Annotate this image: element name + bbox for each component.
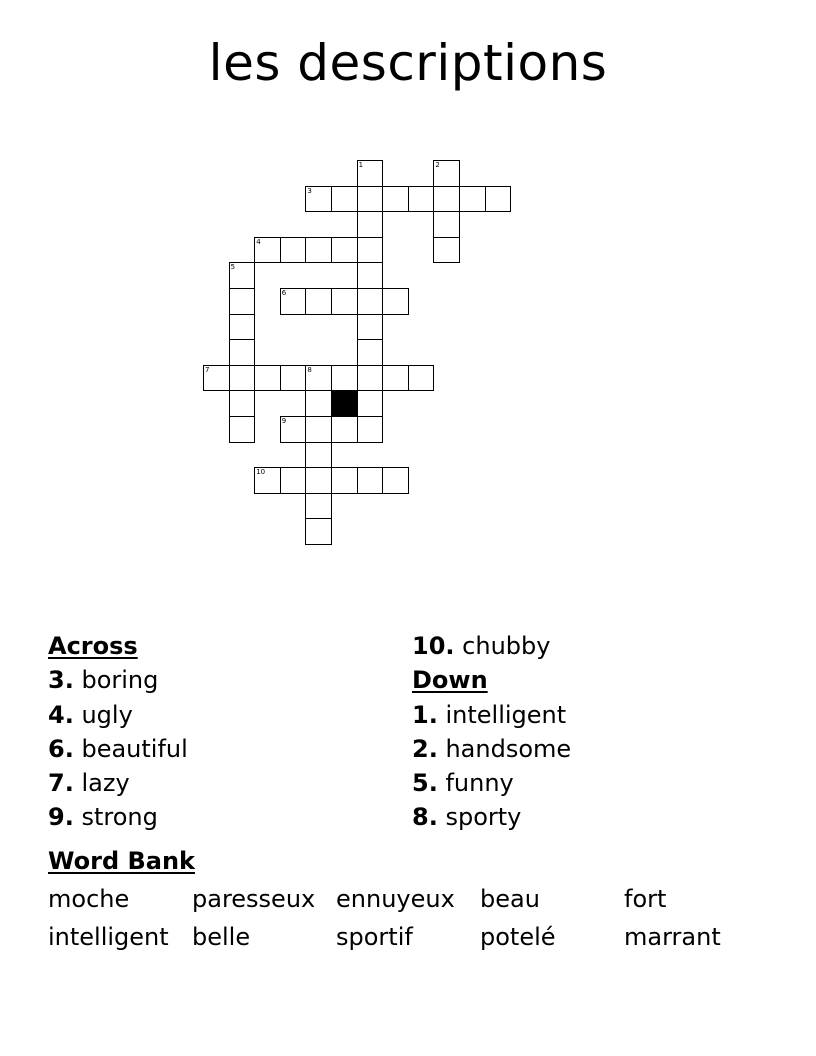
answer-cell[interactable] xyxy=(305,288,332,315)
across-clue-3: 3. boring xyxy=(48,666,159,695)
across-clue-7: 7. lazy xyxy=(48,769,130,798)
word-bank-item: ennuyeux xyxy=(336,885,455,913)
word-bank-item: paresseux xyxy=(192,885,316,913)
answer-cell[interactable] xyxy=(254,467,281,494)
clue-number: 10 xyxy=(256,468,266,477)
answer-cell[interactable] xyxy=(229,314,256,341)
clue-number: 8 xyxy=(307,365,312,374)
answer-cell[interactable] xyxy=(357,390,384,417)
clue-number: 9 xyxy=(281,417,287,425)
answer-cell[interactable] xyxy=(357,288,384,315)
down-clue-1: 1. intelligent xyxy=(412,700,567,729)
answer-cell[interactable] xyxy=(280,365,307,392)
answer-cell[interactable] xyxy=(254,237,281,264)
answer-cell[interactable] xyxy=(280,416,307,443)
answer-cell[interactable] xyxy=(331,365,358,392)
clues-right-column xyxy=(412,629,571,835)
answer-cell[interactable] xyxy=(254,365,281,392)
answer-cell[interactable] xyxy=(305,467,332,494)
word-bank-item: marrant xyxy=(624,923,721,951)
answer-cell[interactable] xyxy=(331,237,358,264)
clue-number: 7 xyxy=(205,365,210,374)
answer-cell[interactable] xyxy=(280,288,307,315)
answer-cell[interactable] xyxy=(229,262,256,289)
answer-cell[interactable] xyxy=(357,262,384,289)
word-bank-item: moche xyxy=(48,885,130,913)
answer-cell[interactable] xyxy=(433,160,460,187)
answer-cell[interactable] xyxy=(331,416,358,443)
answer-cell[interactable] xyxy=(305,365,332,392)
answer-cell[interactable] xyxy=(305,390,332,417)
answer-cell[interactable] xyxy=(331,467,358,494)
across-heading: Across xyxy=(48,632,138,660)
clues-left-column xyxy=(48,629,188,835)
word-bank-item: sportif xyxy=(336,923,413,951)
answer-cell[interactable] xyxy=(433,211,460,238)
down-clue-2: 2. handsome xyxy=(412,734,572,763)
down-clue-8: 8. sporty xyxy=(412,803,522,832)
across-clue-6: 6. beautiful xyxy=(48,734,188,763)
word-bank-item: belle xyxy=(192,923,251,951)
answer-cell[interactable] xyxy=(229,416,256,443)
answer-cell[interactable] xyxy=(305,518,332,545)
down-heading: Down xyxy=(412,666,488,695)
answer-cell[interactable] xyxy=(485,186,512,213)
answer-cell[interactable] xyxy=(305,237,332,264)
answer-cell[interactable] xyxy=(357,211,384,238)
answer-cell[interactable] xyxy=(357,416,384,443)
answer-cell[interactable] xyxy=(229,390,256,417)
across-clue-10: 10. chubby xyxy=(412,632,551,660)
answer-cell[interactable] xyxy=(433,186,460,213)
answer-cell[interactable] xyxy=(382,288,409,315)
answer-cell[interactable] xyxy=(331,186,358,213)
answer-cell[interactable] xyxy=(305,186,332,213)
answer-cell[interactable] xyxy=(357,365,384,392)
answer-cell[interactable] xyxy=(203,365,230,392)
answer-cell[interactable] xyxy=(357,467,384,494)
answer-cell[interactable] xyxy=(229,365,256,392)
answer-cell[interactable] xyxy=(382,186,409,213)
answer-cell[interactable] xyxy=(459,186,486,213)
answer-cell[interactable] xyxy=(408,365,435,392)
word-bank-item: potelé xyxy=(480,923,556,951)
page-title: les descriptions xyxy=(208,34,608,92)
clue-number: 2 xyxy=(435,161,440,169)
answer-cell[interactable] xyxy=(280,237,307,264)
word-bank-item: intelligent xyxy=(48,923,169,951)
word-bank-item: beau xyxy=(480,885,540,913)
answer-cell[interactable] xyxy=(229,288,256,315)
answer-cell[interactable] xyxy=(408,186,435,213)
answer-cell[interactable] xyxy=(382,467,409,494)
answer-cell[interactable] xyxy=(229,339,256,366)
answer-cell[interactable] xyxy=(382,365,409,392)
clue-number: 4 xyxy=(256,237,261,246)
answer-cell[interactable] xyxy=(305,493,332,520)
across-clue-9: 9. strong xyxy=(48,803,158,832)
answer-cell[interactable] xyxy=(305,416,332,443)
word-bank-item: fort xyxy=(624,885,667,913)
word-bank-heading: Word Bank xyxy=(48,847,196,875)
answer-cell[interactable] xyxy=(433,237,460,264)
clue-number: 3 xyxy=(307,186,312,195)
answer-cell[interactable] xyxy=(305,442,332,469)
answer-cell[interactable] xyxy=(357,314,384,341)
clue-number: 6 xyxy=(281,289,287,297)
clue-number: 5 xyxy=(230,263,236,272)
answer-cell[interactable] xyxy=(331,288,358,315)
black-square xyxy=(331,390,358,417)
down-clue-5: 5. funny xyxy=(412,769,514,798)
answer-cell[interactable] xyxy=(280,467,307,494)
answer-cell[interactable] xyxy=(357,160,384,187)
across-clue-4: 4. ugly xyxy=(48,700,133,729)
answer-cell[interactable] xyxy=(357,186,384,213)
clue-number: 1 xyxy=(358,161,364,169)
answer-cell[interactable] xyxy=(357,237,384,264)
answer-cell[interactable] xyxy=(357,339,384,366)
